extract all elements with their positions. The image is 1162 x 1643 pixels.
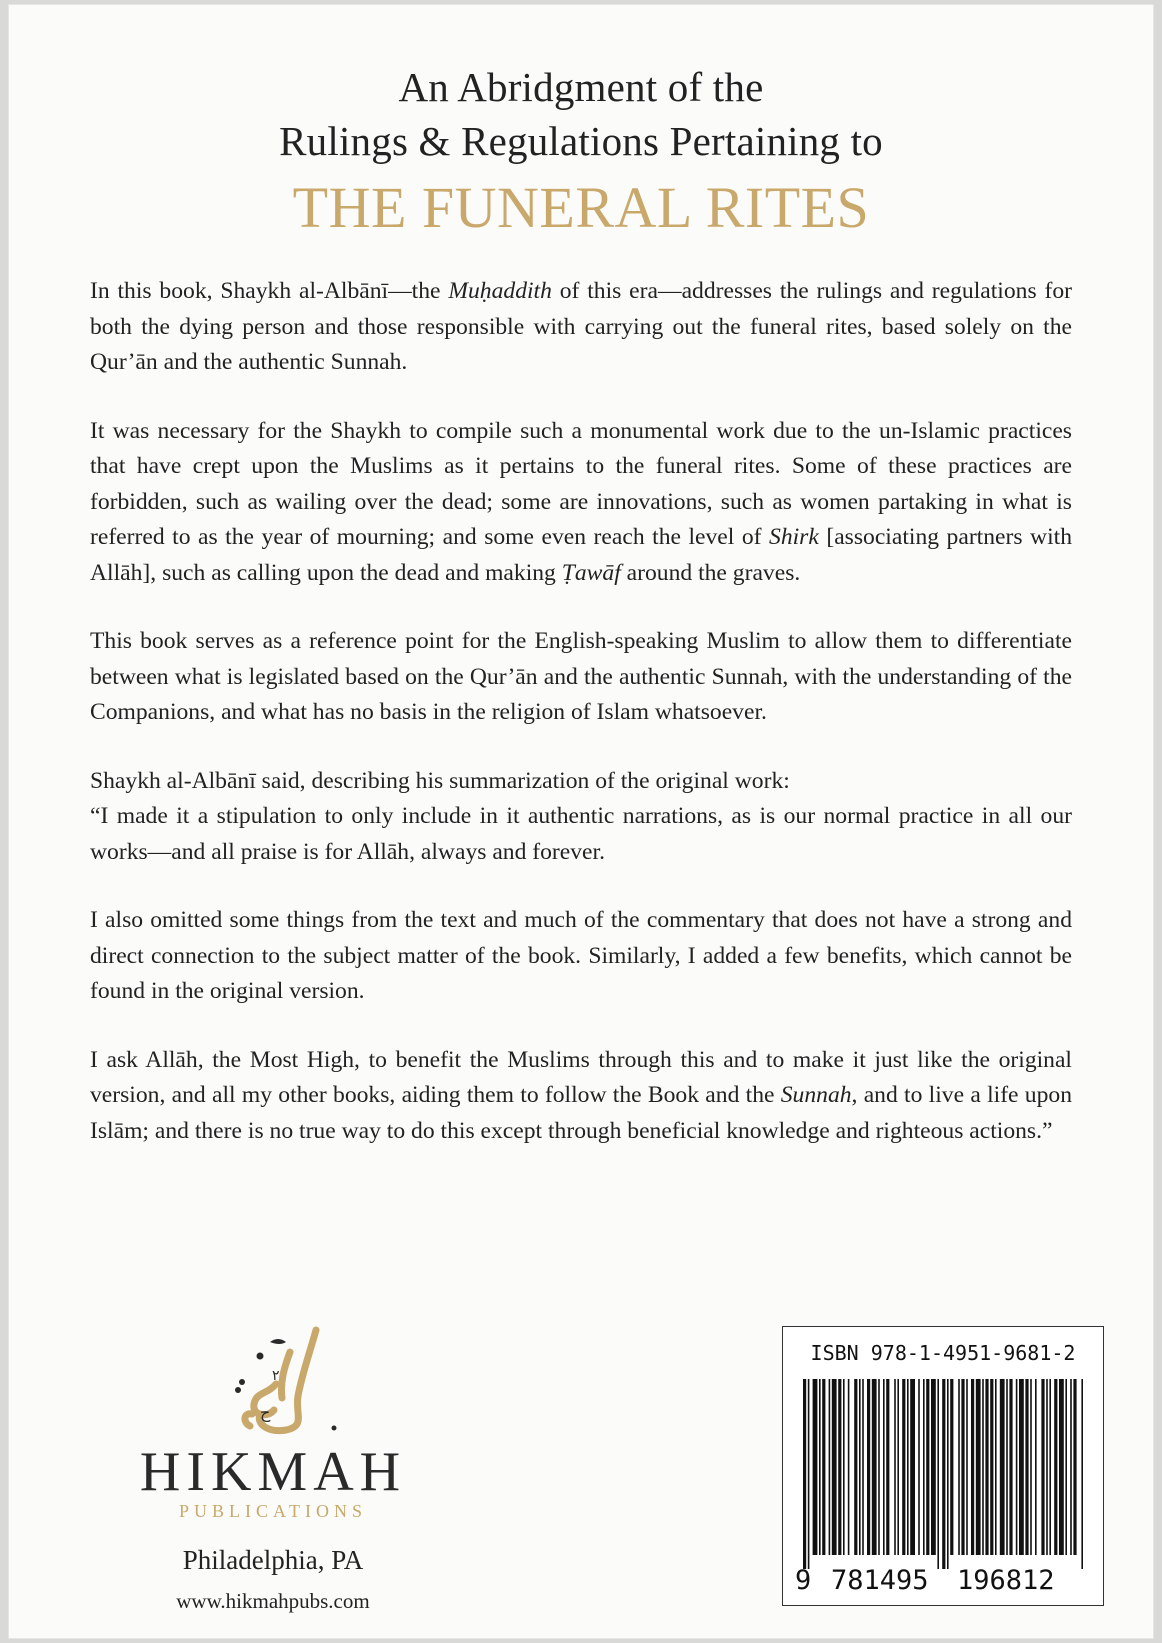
p4-quote: “I made it a stipulation to only include in it authentic narrations, as is our normal practice in all our works—and all praise is for Allāh, always and forever.: [90, 803, 1072, 865]
title-line-2: Rulings & Regulations Pertaining to: [279, 118, 883, 164]
barcode-bar: [995, 1379, 997, 1555]
p4-intro: Shaykh al-Albānī said, describing his summarization of the original work:: [90, 767, 790, 794]
barcode-bar: [894, 1379, 896, 1555]
ean-digits: [793, 1565, 1093, 1601]
book-back-cover: [8, 4, 1154, 1639]
barcode-bar: [976, 1379, 981, 1555]
barcode-icon: [795, 1379, 1091, 1569]
title-line-1: An Abridgment of the: [398, 64, 764, 110]
barcode-bar: [918, 1379, 920, 1555]
barcode-bar: [819, 1379, 821, 1555]
barcode-bar: [1025, 1379, 1028, 1555]
barcode-bar: [1000, 1379, 1005, 1555]
barcode-bar: [958, 1379, 960, 1555]
barcode-bar: [923, 1379, 925, 1555]
barcode-bar: [822, 1379, 825, 1555]
ean-right-group: 196812: [957, 1565, 1055, 1596]
p2-italic-1: Shirk: [769, 524, 819, 550]
paragraph-3: [90, 624, 1072, 731]
paragraph-5: [90, 903, 1072, 1010]
p6-text-b: , and to live a life upon Islām; and there is no true way to do this except through beneficial knowledge and righteous actions.”: [90, 1082, 1072, 1144]
barcode-bar: [1046, 1379, 1048, 1555]
isbn-text: ISBN 978-1-4951-9681-2: [810, 1341, 1076, 1365]
main-title: THE FUNERAL RITES: [292, 175, 870, 240]
barcode-bar: [854, 1379, 857, 1555]
p6-text-a: I ask Allāh, the Most High, to benefit the Muslims through this and to make it just like the original version, and all my other books, aiding them to follow the Book and the: [90, 1046, 1072, 1108]
barcode-bar: [1019, 1379, 1024, 1555]
barcode-bar: [813, 1379, 818, 1555]
barcode-bar: [1035, 1379, 1037, 1555]
barcode-bar: [1006, 1379, 1008, 1555]
svg-text:ح: ح: [260, 1403, 271, 1422]
barcode-bar: [1030, 1379, 1032, 1555]
barcode-bar: [832, 1379, 837, 1555]
p6-italic: Sunnah: [780, 1082, 852, 1108]
barcode-bar: [961, 1379, 964, 1555]
barcode-bar: [848, 1379, 850, 1555]
barcode-bar: [990, 1379, 993, 1555]
barcode-bar: [1041, 1379, 1044, 1555]
barcode-bar: [867, 1379, 870, 1555]
paragraph-1: [90, 274, 1072, 381]
barcode-bar: [862, 1379, 864, 1555]
barcode-bar: [838, 1379, 841, 1555]
barcode-bar: [971, 1379, 974, 1555]
barcode-bar: [950, 1379, 953, 1555]
barcode-bar: [985, 1379, 988, 1555]
p5-text: I also omitted some things from the text and much of the commentary that does not have a strong and direct connection to the subject matter of the book. Similarly, I added a few benefits, which cannot be found in the original version.: [90, 907, 1072, 1004]
barcode-bar: [907, 1379, 909, 1555]
barcode-bar: [947, 1379, 949, 1569]
barcode-bar: [886, 1379, 889, 1555]
publisher-subtitle: PUBLICATIONS: [178, 1501, 367, 1521]
barcode-bar: [926, 1379, 929, 1555]
svg-text:٢: ٢: [272, 1368, 280, 1384]
title-block: [8, 60, 1154, 248]
p2-text-a: It was necessary for the Shaykh to compile such a monumental work due to the un-Islamic practices that have crept upon the Muslims as it pertains to the funeral rites. Some of these practices are forbidden, such as wailing over the dead; some are innovations, such as women partaking in what is referred to as the year of mourning; and some even reach the level of: [90, 417, 1072, 550]
p2-text-c: around the graves.: [620, 559, 801, 586]
p2-text-b: [associating partners with Allāh], such as calling upon the dead and making: [90, 524, 1072, 586]
barcode-bar: [1070, 1379, 1072, 1555]
publisher-name: HIKMAH: [139, 1441, 407, 1503]
barcode-bar: [1009, 1379, 1012, 1555]
barcode-bar: [1049, 1379, 1051, 1555]
publisher-website[interactable]: www.hikmahpubs.com: [176, 1589, 370, 1613]
barcode-bar: [910, 1379, 915, 1555]
p1-italic: Muḥaddith: [448, 278, 552, 304]
barcode-bar: [897, 1379, 899, 1555]
barcode-bar: [883, 1379, 885, 1555]
p2-italic-2: Ṭawāf: [561, 559, 621, 586]
barcode-bar: [859, 1379, 861, 1555]
barcode-bar: [808, 1379, 810, 1569]
barcode-bar: [1073, 1379, 1076, 1555]
barcode-bar: [902, 1379, 905, 1555]
paragraph-4: [90, 764, 1072, 871]
paragraph-2: [90, 414, 1072, 592]
publisher-block: [108, 1322, 438, 1616]
barcode-bar: [942, 1379, 945, 1569]
ean-left-group: 781495: [831, 1565, 929, 1596]
barcode-bar: [982, 1379, 984, 1555]
barcode-bar: [1081, 1379, 1083, 1569]
barcode-bar: [1059, 1379, 1064, 1555]
barcode-bar: [1065, 1379, 1067, 1555]
p3-text: This book serves as a reference point for the English-speaking Muslim to allow them to differentiate between what is legislated based on the Qur’ān and the authentic Sunnah, with the understanding of the Companions, and what has no basis in the religion of Islam whatsoever.: [90, 628, 1072, 725]
barcode-bar: [843, 1379, 845, 1555]
barcode-bar: [1016, 1379, 1018, 1555]
barcode-bar: [872, 1379, 877, 1555]
barcode-bar: [803, 1379, 806, 1569]
paragraph-6: [90, 1043, 1072, 1150]
ean-first-digit: 9: [795, 1565, 812, 1596]
barcode-bar: [829, 1379, 831, 1555]
publisher-city: Philadelphia, PA: [182, 1545, 364, 1575]
barcode-box: [782, 1326, 1104, 1606]
barcode-bar: [966, 1379, 968, 1555]
p1-text-a: In this book, Shaykh al-Albānī—the: [90, 278, 449, 304]
barcode-bar: [1054, 1379, 1057, 1555]
p1-text-b: of this era—addresses the rulings and regulations for both the dying person and those responsible with carrying out the funeral rites, based solely on the Qur’ān and the authentic Sunnah.: [90, 278, 1072, 375]
barcode-bar: [931, 1379, 936, 1555]
barcode-bar: [878, 1379, 880, 1555]
blurb-text: [90, 274, 1072, 1182]
arabic-calligraphy-logo-icon: [198, 1322, 348, 1442]
barcode-bar: [937, 1379, 939, 1569]
